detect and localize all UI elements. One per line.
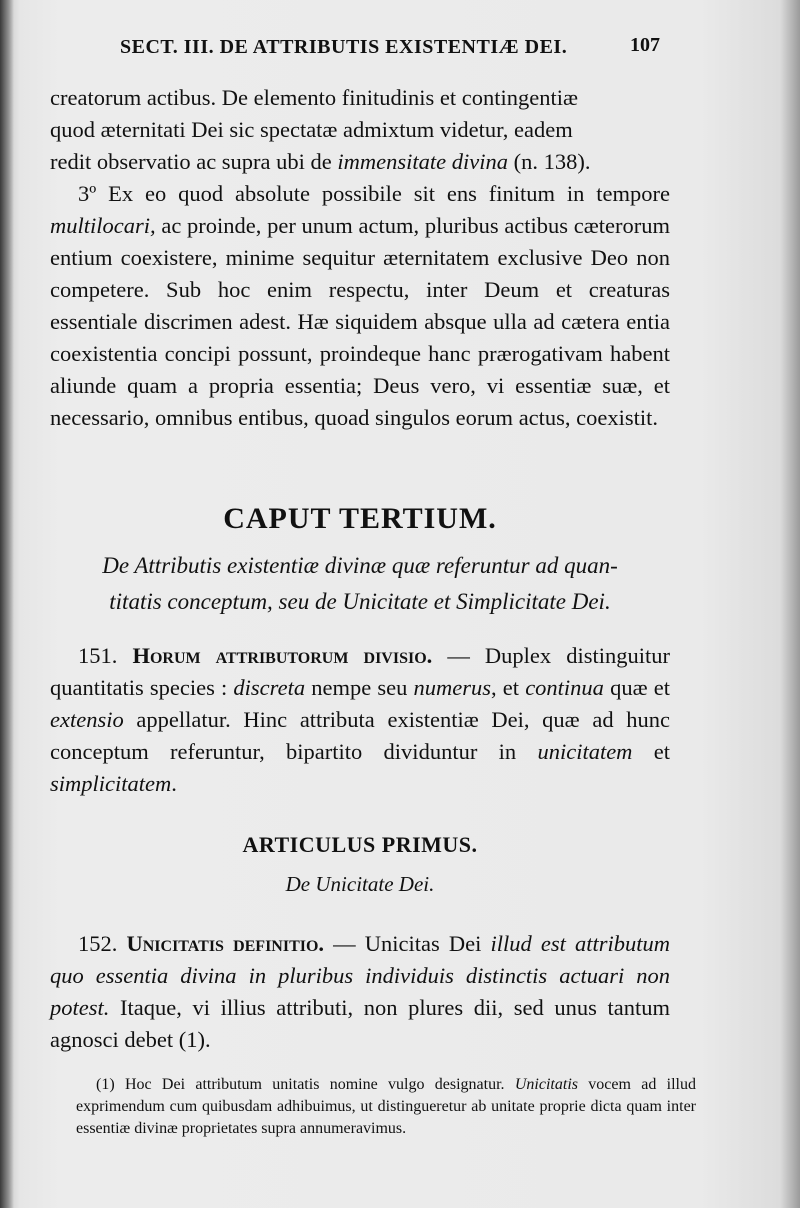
text-run: (n. 138). <box>508 149 591 174</box>
italic-definition: illud est attributum quo essentia divina in pluribus individuis distinctis actuari non potest. <box>50 931 671 1020</box>
text-line: creatorum actibus. De elemento finitudinis et contingentiæ <box>50 85 578 110</box>
text-run: Itaque, vi illius attributi, non plures dii, sed unus tantum agnosci debet (1). <box>50 995 670 1052</box>
text-run: (1) Hoc Dei attributum unitatis nomine vulgo designatur. <box>96 1076 515 1093</box>
section-heading: Horum attributorum divisio. <box>132 643 433 668</box>
text-run: quæ et <box>603 675 670 700</box>
text-run: appellatur. Hinc attributa existentiæ Dei, quæ ad hunc conceptum referuntur, bipartito dividuntur in <box>50 707 670 764</box>
page-number: 107 <box>630 34 660 56</box>
text-run: 3º Ex eo quod absolute possibile sit ens finitum in tempore <box>78 181 670 206</box>
text-line: quod æternitati Dei sic spectatæ admixtum videtur, eadem <box>50 117 573 142</box>
section-152-paragraph <box>50 928 670 1056</box>
text-line <box>50 146 670 178</box>
text-run: — Duplex distinguitur quantitatis species : <box>50 643 670 700</box>
text-run: redit observatio ac supra ubi de <box>50 149 338 174</box>
text-run: et <box>632 739 670 764</box>
article-title: ARTICULUS PRIMUS. <box>242 832 478 857</box>
italic-term: simplicitatem <box>50 771 172 796</box>
point-3-paragraph <box>50 178 670 434</box>
text-run: ac proinde, per unum actum, pluribus actibus cæterorum entium coexistere, minime sequitur æternitatem exclusive Deo non competere. Sub hoc enim respectu, inter Deum et creaturas essentiale discrimen adest. Hæ siquidem absque ulla ad cætera entia coexistentia concipi possunt, proindeque hanc prærogativam habent aliunde quam a propria essentia; Deus vero, vi essentiæ suæ, et necessario, omnibus entibus, quoad singulos eorum actus, coexistit. <box>50 213 670 430</box>
chapter-title: CAPUT TERTIUM. <box>223 502 497 535</box>
text-run: , et <box>491 675 526 700</box>
italic-term: continua <box>525 675 604 700</box>
footnote <box>76 1074 696 1140</box>
text-run: nempe seu <box>305 675 414 700</box>
running-head: SECT. III. DE ATTRIBUTIS EXISTENTIÆ DEI. <box>120 36 568 58</box>
italic-term: multilocari, <box>50 213 156 238</box>
italic-term: discreta <box>233 675 306 700</box>
section-151-paragraph <box>50 640 670 800</box>
chapter-subtitle <box>50 548 670 620</box>
text-run: . <box>171 771 177 796</box>
page-gutter-shadow <box>0 0 14 1208</box>
intro-paragraph <box>50 82 670 434</box>
italic-term: unicitatem <box>537 739 633 764</box>
article-subtitle: De Unicitate Dei. <box>285 872 435 896</box>
italic-term: Unicitatis <box>514 1076 578 1093</box>
chapter-subtitle-line: De Attributis existentiæ divinæ quæ referuntur ad quan- <box>102 553 618 578</box>
text-run: — Unicitas Dei <box>324 931 491 956</box>
chapter-subtitle-line: titatis conceptum, seu de Unicitate et Simplicitate Dei. <box>109 589 611 614</box>
section-number: 151. <box>78 643 118 668</box>
italic-term: extensio <box>50 707 124 732</box>
page-header <box>120 34 660 66</box>
section-heading: Unicitatis definitio. <box>126 931 325 956</box>
italic-term: immensitate divina <box>337 149 509 174</box>
section-number: 152. <box>78 931 118 956</box>
italic-term: numerus <box>413 675 492 700</box>
text-run: vocem ad illud exprimendum cum quibusdam adhibuimus, ut distingueretur ab unitate proprie dicta quam inter essentiæ divinæ proprietates supra annumeravimus. <box>76 1076 696 1137</box>
